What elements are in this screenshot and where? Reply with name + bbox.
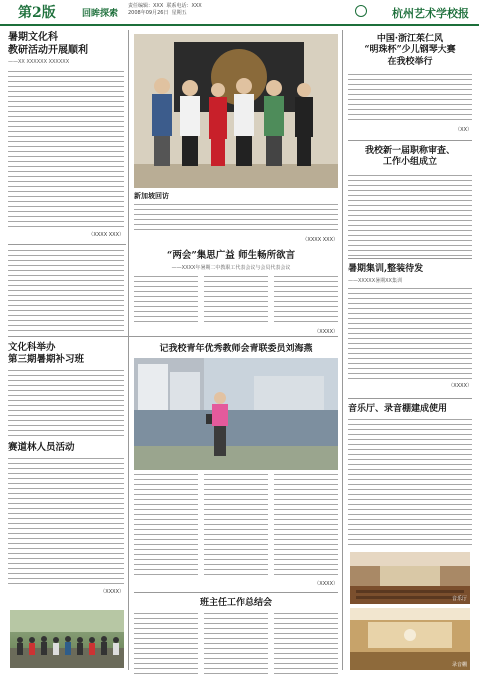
photo-new-teachers xyxy=(134,34,338,188)
article-body xyxy=(348,74,472,124)
article-title: 暑期文化科 教研活动开展顺利 xyxy=(8,32,88,56)
article-class-work xyxy=(134,598,338,675)
article-two-exemplars-left xyxy=(8,250,124,332)
section-divider xyxy=(8,244,126,245)
page-header xyxy=(0,0,479,26)
article-new-teachers xyxy=(134,192,338,243)
article-body xyxy=(134,204,338,234)
article-body xyxy=(134,613,198,675)
article-new-president xyxy=(348,146,472,259)
photo-caption: 录音棚 xyxy=(451,662,467,668)
article-body xyxy=(348,288,472,380)
page-number: 第2版 xyxy=(18,5,56,21)
article-youth-league-body xyxy=(134,474,338,587)
article-summer-training xyxy=(348,264,472,389)
article-subtitle: ——XXXX年暑期二中教职工代表会议与会员代表会议 xyxy=(171,264,291,271)
article-title: 班主任工作总结会 xyxy=(199,598,272,608)
article-title: 文化科举办 第三期暑期补习班 xyxy=(8,342,85,365)
article-body xyxy=(274,474,338,578)
article-music-hall xyxy=(348,404,472,547)
article-title: 记我校青年优秀教师会青联委员刘海燕 xyxy=(159,344,313,354)
column-divider xyxy=(342,30,343,670)
article-body xyxy=(204,474,268,578)
article-title: 音乐厅、录音棚建成使用 xyxy=(348,404,448,414)
section-divider xyxy=(348,140,472,141)
article-body xyxy=(8,370,124,436)
article-title: 我校新一届职称审查、 工作小组成立 xyxy=(364,146,455,168)
article-body xyxy=(348,419,472,547)
article-body xyxy=(134,474,198,578)
article-title: “两会”集思广益 师生畅所欲言 xyxy=(166,250,296,261)
article-two-exemplars-body xyxy=(134,276,338,335)
article-body xyxy=(348,175,472,259)
section-divider xyxy=(134,592,338,593)
school-name: 杭州艺术学校报 xyxy=(392,7,469,20)
edit-info: 责任编辑：XXX 联系电话：XXX 2008年09月26日 星期五 xyxy=(128,3,202,16)
school-logo-icon xyxy=(355,5,367,17)
section-divider xyxy=(8,336,338,337)
article-byline: （XXXX） xyxy=(314,329,338,335)
photo-music-hall xyxy=(350,552,470,604)
photo-caption: 音乐厅 xyxy=(451,596,467,602)
article-zhejiang-cup xyxy=(348,34,472,133)
photo-teacher-waterfront xyxy=(134,358,338,470)
article-title: 中国·浙江茱仁风 “明珠杯”少儿钢琴大赛 在我校举行 xyxy=(364,34,456,67)
article-title: 赛道林人员活动 xyxy=(8,442,75,453)
section-divider xyxy=(348,258,472,259)
article-subtitle: ——XXXXX暑期XX集训 xyxy=(348,278,402,285)
article-summer-culture xyxy=(8,32,124,238)
article-body xyxy=(204,613,268,675)
photo-recording-studio xyxy=(350,608,470,670)
article-body xyxy=(8,458,124,586)
article-title: 新加坡回访 xyxy=(134,191,169,200)
article-byline: （XX） xyxy=(455,126,472,133)
article-byline: （XXXX XXX） xyxy=(88,232,124,238)
article-title: 暑期集训,整装待发 xyxy=(348,264,424,274)
article-body xyxy=(8,71,124,229)
article-byline: （XXXX） xyxy=(314,581,338,587)
article-new-staff xyxy=(8,442,124,595)
article-byline: （XXXX XXX） xyxy=(302,236,338,243)
group-photo-outdoor xyxy=(10,610,124,668)
section-name: 回眸探索 xyxy=(82,9,119,19)
article-culture-third xyxy=(8,342,124,436)
article-byline: （XXXX） xyxy=(100,588,124,595)
article-body xyxy=(204,276,268,326)
article-body xyxy=(8,250,124,332)
article-body xyxy=(274,613,338,675)
article-byline: （XXXX） xyxy=(448,383,472,390)
article-subtitle: ——XX XXXXXX XXXXXX xyxy=(8,59,70,65)
article-body xyxy=(134,276,198,326)
section-divider xyxy=(348,398,472,399)
article-body xyxy=(274,276,338,326)
article-youth-league xyxy=(134,344,338,355)
column-divider xyxy=(128,30,129,670)
